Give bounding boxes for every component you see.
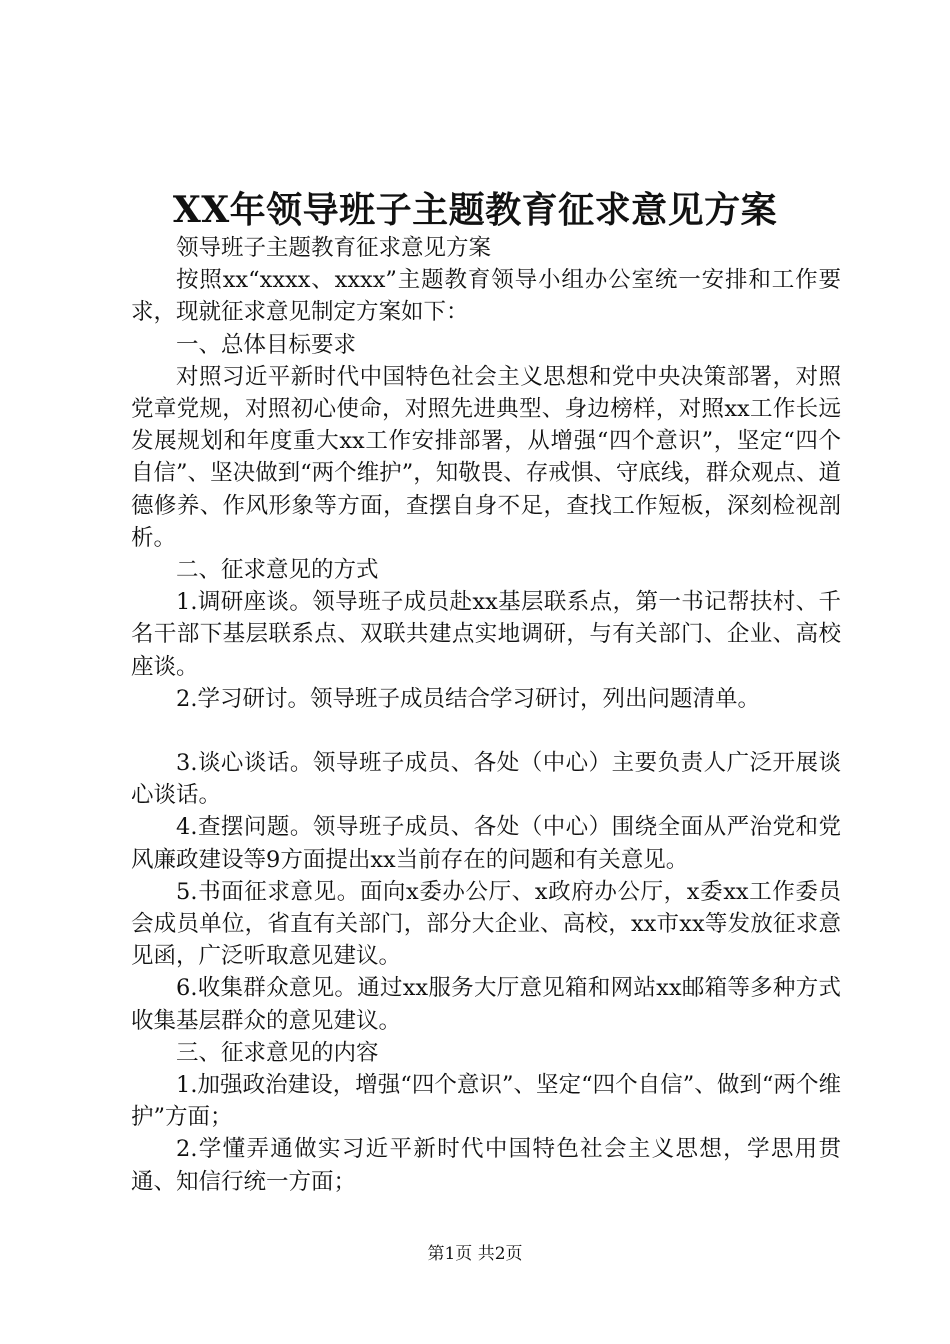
list-item-method-3: 3.谈心谈话。领导班子成员、各处（中心）主要负责人广泛开展谈心谈话。 [131,750,841,809]
list-item-method-1: 1.调研座谈。领导班子成员赴xx基层联系点，第一书记帮扶村、千名干部下基层联系点、双联共建点实地调研，与有关部门、企业、高校座谈。 [131,589,841,680]
list-item-method-4: 4.查摆问题。领导班子成员、各处（中心）围绕全面从严治党和党风廉政建设等9方面提出xx当前存在的问题和有关意见。 [131,814,841,873]
list-item-content-2: 2.学懂弄通做实习近平新时代中国特色社会主义思想，学思用贯通、知信行统一方面； [131,1136,841,1195]
list-item-method-2: 2.学习研讨。领导班子成员结合学习研讨，列出问题清单。 [176,685,760,712]
document-title: XX年领导班子主题教育征求意见方案 [172,189,778,231]
list-item-content-1: 1.加强政治建设，增强“四个意识”、坚定“四个自信”、做到“两个维护”方面； [131,1072,841,1131]
page-number-footer: 第1页 共2页 [427,1244,523,1264]
section-heading-3: 三、征求意见的内容 [176,1039,379,1066]
list-item-method-5: 5.书面征求意见。面向x委办公厅、x政府办公厅，x委xx工作委员会成员单位，省直有关部门，部分大企业、高校，xx市xx等发放征求意见函，广泛听取意见建议。 [131,878,841,970]
document-body [131,232,841,1198]
paragraph-subtitle: 领导班子主题教育征求意见方案 [176,235,492,261]
list-item-method-6: 6.收集群众意见。通过xx服务大厅意见箱和网站xx邮箱等多种方式收集基层群众的意见建议。 [131,975,841,1034]
section-heading-1: 一、总体目标要求 [176,331,357,358]
section-heading-2: 二、征求意见的方式 [176,557,379,584]
paragraph-goals: 对照习近平新时代中国特色社会主义思想和党中央决策部署，对照党章党规，对照初心使命，对照先进典型、身边榜样，对照xx工作长远发展规划和年度重大xx工作安排部署，从增强“四个意识”，坚定“四个自信”、坚决做到“两个维护”，知敬畏、存戒惧、守底线，群众观点、道德修养、作风形象等方面，查摆自身不足，查找工作短板，深刻检视剖析。 [131,363,841,551]
paragraph-intro: 按照xx“xxxx、xxxx”主题教育领导小组办公室统一安排和工作要求，现就征求意见制定方案如下： [131,267,841,326]
